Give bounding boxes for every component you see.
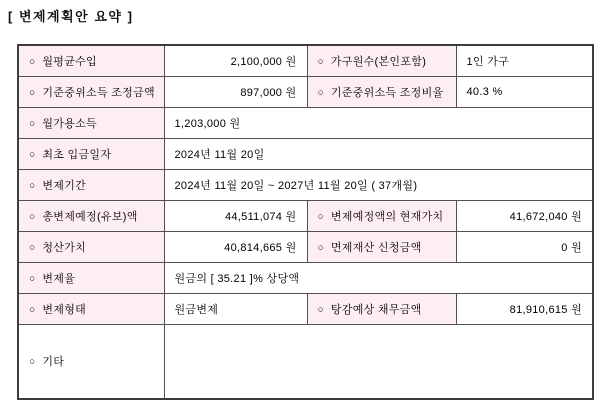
exempt-property-application-amount-label-cell — [307, 231, 456, 262]
circle-bullet-icon: ○ — [29, 211, 36, 222]
table-row — [18, 107, 593, 138]
table-row — [18, 231, 593, 262]
repayment-rate-label-text: 변제율 — [42, 272, 76, 285]
repayment-type-label-text: 변제형태 — [42, 303, 87, 316]
monthly-available-income-label-cell — [18, 107, 164, 138]
table-row — [18, 169, 593, 200]
monthly-average-income-label-text: 월평균수입 — [42, 55, 97, 68]
first-deposit-date-value-cell: 2024년 11월 20일 — [164, 138, 593, 169]
table-row — [18, 76, 593, 107]
circle-bullet-icon: ○ — [317, 242, 324, 253]
median-income-adjusted-amount-label-cell — [18, 76, 164, 107]
circle-bullet-icon: ○ — [29, 273, 36, 284]
median-income-adjustment-ratio-value-cell: 40.3 % — [456, 76, 593, 107]
median-income-adjusted-amount-label-text: 기준중위소득 조정금액 — [42, 86, 155, 99]
table-row — [18, 45, 593, 76]
exempt-property-application-amount-value-cell: 0 원 — [456, 231, 593, 262]
circle-bullet-icon: ○ — [29, 242, 36, 253]
present-value-of-expected-repayment-label-cell — [307, 200, 456, 231]
monthly-average-income-value-cell: 2,100,000 원 — [164, 45, 307, 76]
total-expected-repayment-value-cell: 44,511,074 원 — [164, 200, 307, 231]
circle-bullet-icon: ○ — [29, 356, 36, 368]
expected-forgiven-debt-label-text: 탕감예상 채무금액 — [330, 303, 422, 316]
circle-bullet-icon: ○ — [29, 56, 36, 68]
median-income-adjustment-ratio-label-text: 기준중위소득 조정비율 — [330, 86, 444, 99]
etc-notes-label-text: 기타 — [42, 356, 65, 369]
repayment-type-label-cell — [18, 293, 164, 324]
table-row — [18, 262, 593, 293]
monthly-average-income-label-cell — [18, 45, 164, 76]
exempt-property-application-amount-label-text: 면제재산 신청금액 — [330, 241, 422, 254]
etc-notes-value-cell — [164, 324, 593, 399]
liquidation-value-label-cell — [18, 231, 164, 262]
repayment-period-label-text: 변제기간 — [42, 179, 87, 192]
liquidation-value-label-text: 청산가치 — [42, 241, 87, 254]
total-expected-repayment-label-text: 총변제예정(유보)액 — [42, 210, 138, 223]
expected-forgiven-debt-label-cell — [307, 293, 456, 324]
circle-bullet-icon: ○ — [29, 180, 36, 191]
household-size-value-cell: 1인 가구 — [456, 45, 593, 76]
summary-table-body — [18, 45, 593, 399]
circle-bullet-icon: ○ — [29, 87, 36, 98]
page-title: [ 변제계획안 요약 ] — [8, 9, 134, 24]
household-size-label-text: 가구원수(본인포함) — [330, 55, 427, 68]
repayment-period-label-cell — [18, 169, 164, 200]
repayment-rate-value-cell: 원금의 [ 35.21 ]% 상당액 — [164, 262, 593, 293]
circle-bullet-icon: ○ — [29, 149, 36, 160]
liquidation-value-value-cell: 40,814,665 원 — [164, 231, 307, 262]
first-deposit-date-label-cell — [18, 138, 164, 169]
circle-bullet-icon: ○ — [29, 118, 36, 129]
expected-forgiven-debt-value-cell: 81,910,615 원 — [456, 293, 593, 324]
circle-bullet-icon: ○ — [317, 56, 324, 68]
table-row — [18, 138, 593, 169]
circle-bullet-icon: ○ — [317, 304, 324, 315]
repayment-period-value-cell: 2024년 11월 20일 ~ 2027년 11월 20일 ( 37개월) — [164, 169, 593, 200]
etc-notes-label-cell — [18, 324, 164, 399]
table-row — [18, 293, 593, 324]
household-size-label-cell — [307, 45, 456, 76]
monthly-available-income-label-text: 월가용소득 — [42, 117, 97, 130]
circle-bullet-icon: ○ — [29, 304, 36, 315]
monthly-available-income-value-cell: 1,203,000 원 — [164, 107, 593, 138]
repayment-rate-label-cell — [18, 262, 164, 293]
circle-bullet-icon: ○ — [317, 87, 324, 98]
total-expected-repayment-label-cell — [18, 200, 164, 231]
median-income-adjustment-ratio-label-cell — [307, 76, 456, 107]
present-value-of-expected-repayment-value-cell: 41,672,040 원 — [456, 200, 593, 231]
table-row — [18, 324, 593, 399]
median-income-adjusted-amount-value-cell: 897,000 원 — [164, 76, 307, 107]
repayment-type-value-cell: 원금변제 — [164, 293, 307, 324]
repayment-plan-summary-table — [17, 44, 594, 400]
present-value-of-expected-repayment-label-text: 변제예정액의 현재가치 — [330, 210, 444, 223]
first-deposit-date-label-text: 최초 입금일자 — [42, 148, 112, 161]
table-row — [18, 200, 593, 231]
circle-bullet-icon: ○ — [317, 211, 324, 222]
